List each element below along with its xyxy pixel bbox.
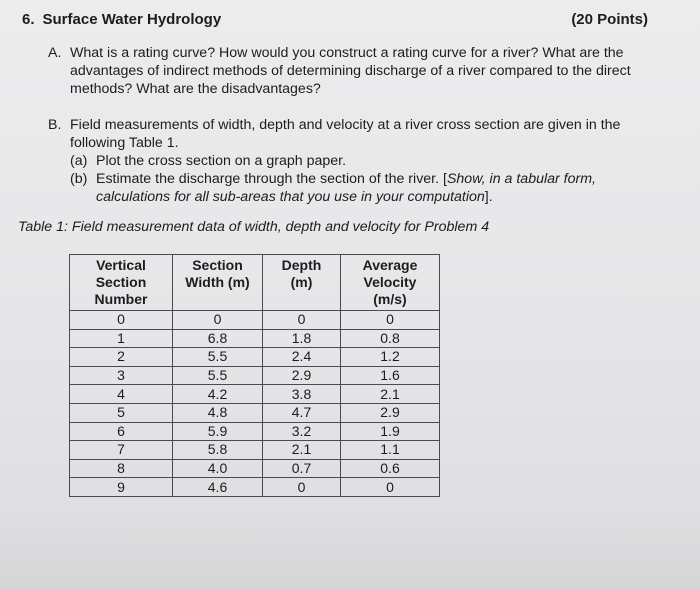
cell-section-number: 4 [70, 385, 173, 404]
cell-section-width: 6.8 [173, 329, 263, 348]
table-caption-text: Field measurement data of width, depth and velocity for Problem 4 [71, 219, 490, 235]
cell-average-velocity: 1.2 [341, 348, 440, 367]
cell-depth: 0 [263, 311, 341, 330]
cell-section-number: 5 [70, 403, 173, 422]
cell-average-velocity: 0.6 [341, 459, 440, 478]
cell-section-width: 0 [173, 311, 263, 330]
sub-b-text [96, 170, 668, 206]
cell-section-number: 1 [70, 329, 173, 348]
cell-section-number: 6 [70, 422, 173, 441]
cell-section-width: 4.2 [173, 385, 263, 404]
cell-average-velocity: 1.1 [341, 441, 440, 460]
header-line: Vertical [96, 257, 146, 273]
sub-b-text-end: ]. [484, 189, 493, 205]
table-row [70, 441, 440, 460]
part-b [48, 116, 668, 206]
part-a-marker: A. [48, 45, 62, 61]
paper-shadow [0, 510, 700, 590]
question-title: Surface Water Hydrology [42, 11, 222, 28]
header-section-width [173, 255, 263, 311]
cell-depth: 3.2 [263, 422, 341, 441]
table-row [70, 311, 440, 330]
question-title-line [22, 11, 221, 28]
cell-section-number: 9 [70, 478, 173, 497]
table-row [70, 459, 440, 478]
header-vertical-section-number [70, 255, 173, 311]
cell-section-number: 3 [70, 366, 173, 385]
part-b-text: Field measurements of width, depth and velocity at a river cross section are given in the following Table 1. [70, 117, 621, 151]
cell-average-velocity: 0.8 [341, 329, 440, 348]
cell-section-width: 4.6 [173, 478, 263, 497]
cell-section-number: 2 [70, 348, 173, 367]
cell-section-width: 4.8 [173, 403, 263, 422]
question-points: (20 Points) [571, 11, 648, 28]
cell-depth: 0.7 [263, 459, 341, 478]
cell-section-width: 5.5 [173, 366, 263, 385]
header-line: Number [94, 291, 148, 307]
question-header [22, 11, 648, 28]
cell-depth: 3.8 [263, 385, 341, 404]
table-caption-label: Table 1: [18, 219, 68, 235]
cell-depth: 4.7 [263, 403, 341, 422]
cell-average-velocity: 2.9 [341, 403, 440, 422]
sub-a-marker: (a) [70, 153, 88, 169]
table-body [70, 311, 440, 497]
table-row [70, 366, 440, 385]
table-row [70, 478, 440, 497]
header-depth [263, 255, 341, 311]
part-a-text: What is a rating curve? How would you construct a rating curve for a river? What are the advantages of indirect methods of determining discharge of a river compared to the direct methods? What are the disadvantages? [70, 45, 631, 97]
cell-depth: 2.9 [263, 366, 341, 385]
table-row [70, 422, 440, 441]
header-line: (m) [290, 274, 313, 290]
table-row [70, 329, 440, 348]
measurement-table [69, 254, 440, 497]
part-b-sub-b [70, 170, 668, 206]
header-line: Velocity [363, 274, 417, 290]
cell-depth: 2.1 [263, 441, 341, 460]
cell-section-number: 8 [70, 459, 173, 478]
sub-a-text: Plot the cross section on a graph paper. [96, 153, 347, 169]
cell-depth: 2.4 [263, 348, 341, 367]
cell-section-number: 0 [70, 311, 173, 330]
sub-b-marker: (b) [70, 171, 88, 187]
cell-section-width: 5.8 [173, 441, 263, 460]
table-row [70, 403, 440, 422]
cell-depth: 0 [263, 478, 341, 497]
cell-section-width: 4.0 [173, 459, 263, 478]
cell-section-width: 5.5 [173, 348, 263, 367]
cell-average-velocity: 2.1 [341, 385, 440, 404]
part-b-sub-a [70, 152, 668, 170]
header-line: Depth [281, 257, 322, 273]
cell-average-velocity: 1.9 [341, 422, 440, 441]
header-average-velocity [341, 255, 440, 311]
sub-b-text-plain: Estimate the discharge through the section of the river. [ [96, 171, 447, 187]
part-a [48, 44, 668, 98]
header-line: Section [192, 257, 243, 273]
cell-depth: 1.8 [263, 329, 341, 348]
cell-average-velocity: 1.6 [341, 366, 440, 385]
cell-average-velocity: 0 [341, 478, 440, 497]
table-row [70, 385, 440, 404]
table-header-row [70, 255, 440, 311]
header-line: (m/s) [373, 291, 407, 307]
header-line: Average [362, 257, 418, 273]
sub-b-text-italic: Show, in a tabular form, calculations for all sub-areas that you use in your computation [96, 171, 596, 205]
cell-section-number: 7 [70, 441, 173, 460]
table-caption [18, 219, 489, 235]
header-line: Width (m) [185, 274, 250, 290]
part-b-marker: B. [48, 117, 62, 133]
question-number: 6. [22, 11, 35, 28]
table-row [70, 348, 440, 367]
cell-average-velocity: 0 [341, 311, 440, 330]
cell-section-width: 5.9 [173, 422, 263, 441]
header-line: Section [95, 274, 147, 290]
